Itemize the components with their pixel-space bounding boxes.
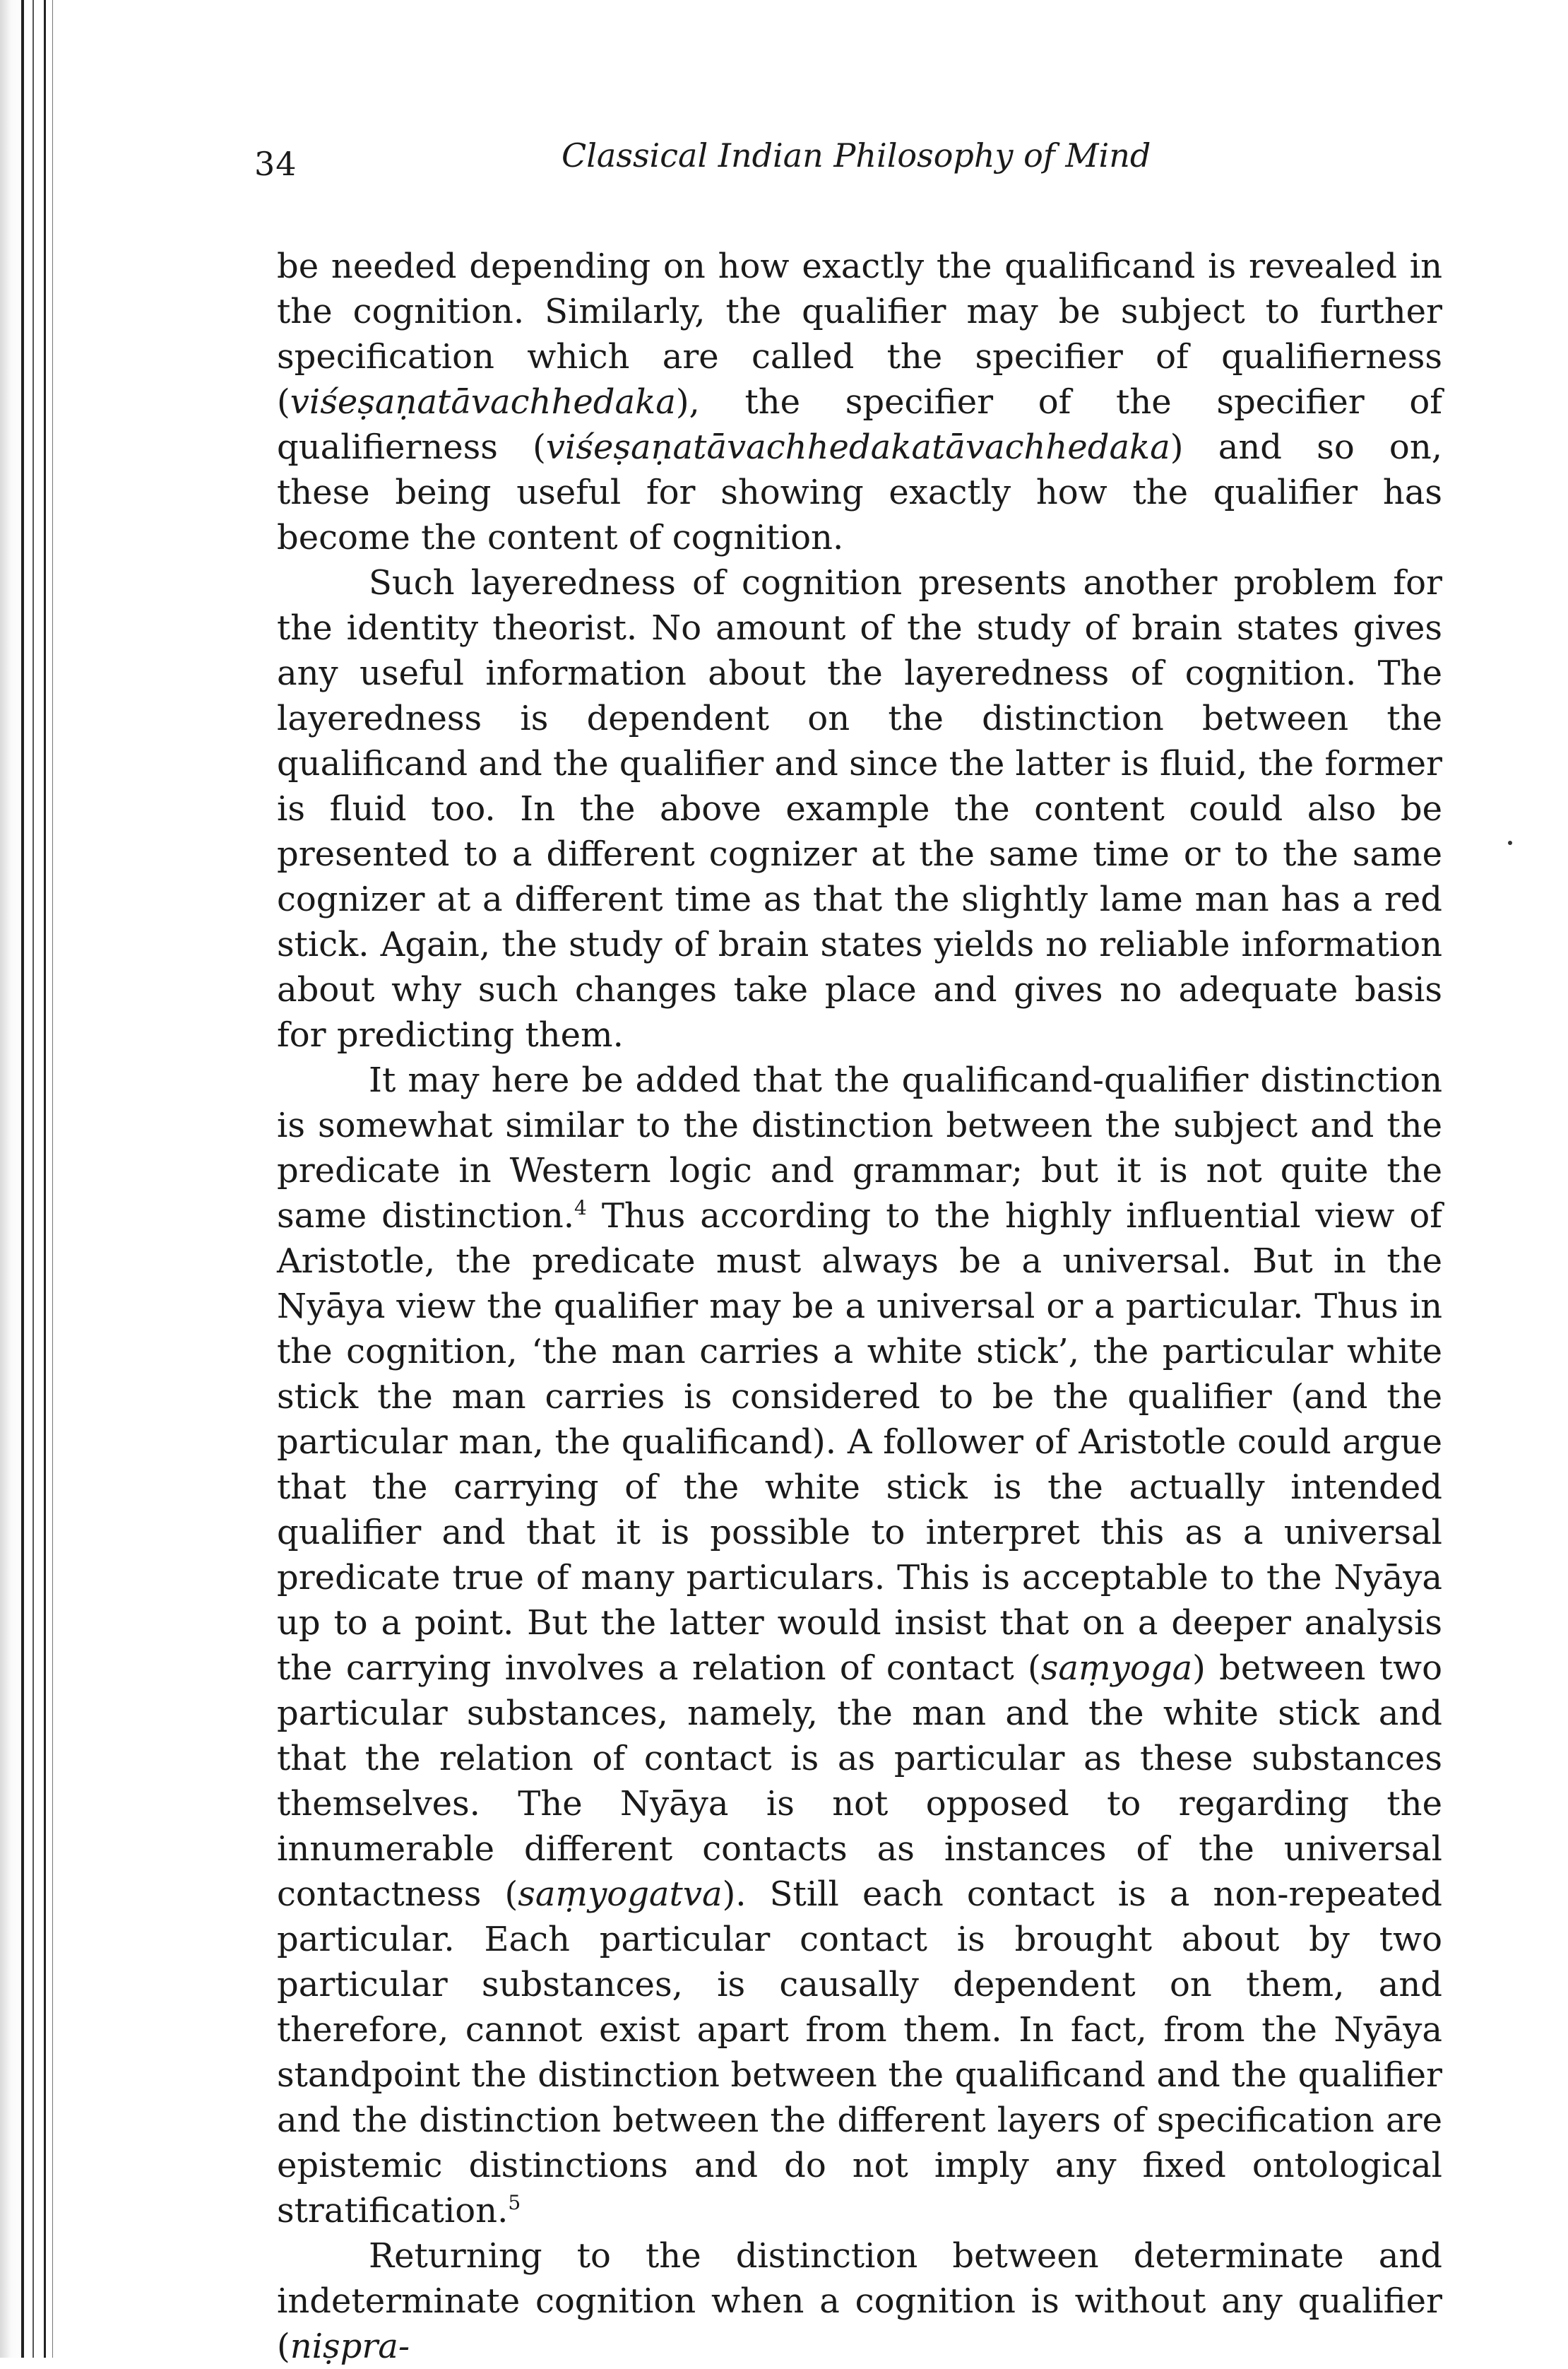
footnote-reference: 5 — [508, 2191, 521, 2214]
italic-term: viśeṣaṇatāvachhedaka — [290, 382, 676, 422]
body-text — [277, 244, 1442, 2369]
binding-line — [44, 0, 46, 2358]
text-run: Thus according to the highly influential view of Aristotle, the predicate must always be a universal. But in the Nyāya view the qualifier may be a universal or a particular. Thus in the cognition, ‘the man carries a white stick’, the particular white stick the man carries is considered to be the qualifier (and the particular man, the qualificand). A follower of Aristotle could argue that the carrying of the white stick is the actually intended qualifier and that it is possible to interpret this as a universal predicate true of many particulars. This is acceptable to the Nyāya up to a point. But the latter would insist that on a deeper analysis the carrying involves a relation of contact ( — [277, 1196, 1442, 1688]
binding-line — [52, 0, 53, 2358]
paragraph-returning — [277, 2233, 1442, 2369]
text-run: be needed depending on how exactly the qualificand is revealed in the cognition. Similarly, the qualifier may be subject to further specification which are called the specifier of qualifierness ( — [277, 247, 1442, 422]
binding-edge — [0, 0, 65, 2358]
footnote-reference: 4 — [574, 1196, 587, 1219]
paragraph-qualificand-qualifier — [277, 1058, 1442, 2233]
paragraph-layeredness — [277, 560, 1442, 1058]
page-number: 34 — [254, 145, 297, 183]
text-run: ) between two particular substances, namely, the man and the white stick and that the relation of contact is as particular as these substances themselves. The Nyāya is not opposed to regarding the innumerable different contacts as instances of the universal contactness ( — [277, 1648, 1442, 1914]
italic-term: saṃyogatva — [518, 1874, 723, 1914]
text-run: Returning to the distinction between determinate and indeterminate cognition when a cognition is without any qualifier ( — [277, 2236, 1442, 2366]
text-run: ), the specifier of the specifier of qualifierness ( — [277, 382, 1442, 467]
stray-mark — [1508, 841, 1512, 845]
italic-term: viśeṣaṇatāvachhedakatāvachhedaka — [545, 427, 1170, 467]
text-run: ) and so on, these being useful for showing exactly how the qualifier has become the content of cognition. — [277, 427, 1442, 557]
running-head: Classical Indian Philosophy of Mind — [562, 136, 1151, 175]
paragraph-continuation — [277, 244, 1442, 560]
text-run: It may here be added that the qualificand-qualifier distinction is somewhat similar to the distinction between the subject and the predicate in Western logic and grammar; but it is not quite the same distinction. — [277, 1061, 1442, 1236]
binding-line — [32, 0, 34, 2358]
text-run: Such layeredness of cognition presents another problem for the identity theorist. No amount of the study of brain states gives any useful information about the layeredness of cognition. The layeredness is dependent on the distinction between the qualificand and the qualifier and since the latter is fluid, the former is fluid too. In the above example the content could also be presented to a different cognizer at the same time or to the same cognizer at a different time as that the slightly lame man has a red stick. Again, the study of brain states yields no reliable information about why such changes take place and gives no adequate basis for predicting them. — [277, 563, 1442, 1055]
italic-term: saṃyoga — [1040, 1648, 1193, 1688]
text-run: ). Still each contact is a non-repeated particular. Each particular contact is brought about by two particular substances, is causally dependent on them, and therefore, cannot exist apart from them. In fact, from the Nyāya standpoint the distinction between the qualificand and the qualifier and the distinction between the different layers of specification are epistemic distinctions and do not imply any fixed ontological stratification. — [277, 1874, 1443, 2231]
italic-term: niṣpra- — [290, 2327, 410, 2366]
binding-line — [21, 0, 24, 2358]
